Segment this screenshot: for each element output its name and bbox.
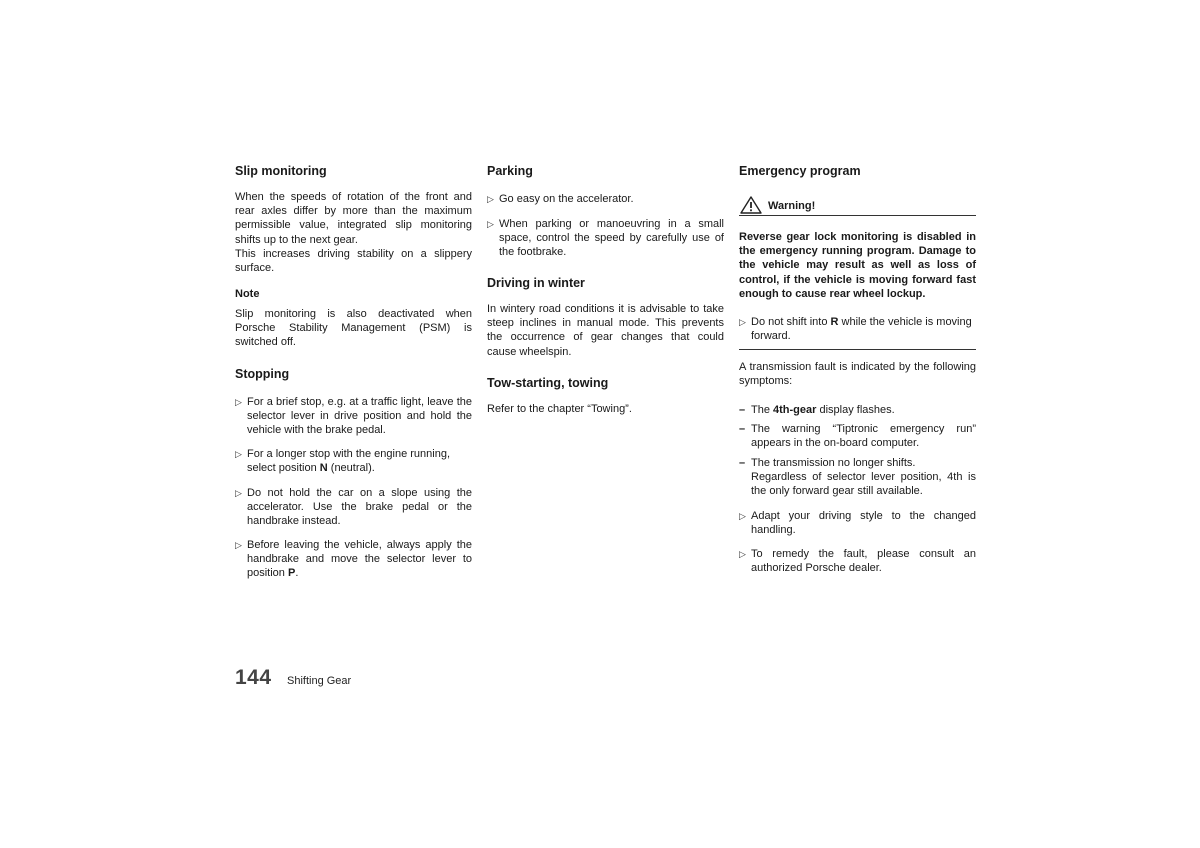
heading-parking: Parking xyxy=(487,164,533,178)
heading-tow-starting: Tow-starting, towing xyxy=(487,376,609,390)
bullet-icon: ▷ xyxy=(739,511,746,521)
list-item xyxy=(739,422,976,450)
note-text: Slip monitoring is also deactivated when Porsche Stability Management (PSM) is switched off. xyxy=(235,308,472,349)
bullet-icon: ▷ xyxy=(739,549,746,559)
list-item xyxy=(487,192,724,206)
fault-intro: A transmission fault is indicated by the following symptoms: xyxy=(739,361,976,388)
fourth-gear-label: 4th-gear xyxy=(773,404,817,416)
reverse-position-label: R xyxy=(830,316,839,328)
warning-header xyxy=(739,193,976,216)
list-item xyxy=(739,315,976,343)
bullet-icon: ▷ xyxy=(235,397,242,407)
list-item xyxy=(487,217,724,260)
tow-text: Refer to the chapter “Towing”. xyxy=(487,403,632,415)
stop-instruction-2: For a longer stop with the engine running, select position N (neutral). xyxy=(247,448,451,475)
warning-text: Reverse gear lock monitoring is disabled in the emergency running program. Damage to the vehicle may result as well as loss of control, if the vehicle is moving forward fast enough to cause rear wheel lockup. xyxy=(739,231,976,300)
bullet-icon: ▷ xyxy=(739,317,746,327)
dash-marker: – xyxy=(739,404,746,416)
winter-text: In wintery road conditions it is advisable to take steep inclines in manual mode. This prevents the occurrence of gear changes that could cause wheelspin. xyxy=(487,303,724,358)
symptom-2: The warning “Tiptronic emergency run” appears in the on-board computer. xyxy=(751,423,976,450)
list-item xyxy=(235,395,472,438)
warning-triangle-icon xyxy=(740,196,762,214)
note-heading: Note xyxy=(235,288,260,300)
slip-paragraph-2: This increases driving stability on a slippery surface. xyxy=(235,248,472,275)
dash-marker: – xyxy=(739,457,746,469)
list-item xyxy=(235,486,472,529)
stop-instruction-4: Before leaving the vehicle, always apply the handbrake and move the selector lever to position P. xyxy=(247,539,472,580)
shift-warning-instruction: Do not shift into R while the vehicle is moving forward. xyxy=(751,316,972,343)
list-item xyxy=(235,538,472,581)
list-item xyxy=(739,509,976,537)
stop-instruction-1: For a brief stop, e.g. at a traffic light, leave the selector lever in drive position and hold the vehicle with the brake pedal. xyxy=(247,396,472,437)
list-item xyxy=(739,403,976,417)
symptom-1: The 4th-gear display flashes. xyxy=(751,404,895,416)
warning-label: Warning! xyxy=(768,200,816,212)
heading-stopping: Stopping xyxy=(235,367,290,381)
bullet-icon: ▷ xyxy=(235,488,242,498)
bullet-icon: ▷ xyxy=(235,449,242,459)
parking-instruction-2: When parking or manoeuvring in a small space, control the speed by carefully use of the footbrake. xyxy=(499,218,724,259)
slip-paragraph-1: When the speeds of rotation of the front and rear axles differ by more than the maximum permissible value, integrated slip monitoring shifts up to the next gear. xyxy=(235,191,472,246)
stop-instruction-3: Do not hold the car on a slope using the accelerator. Use the brake pedal or the handbrake instead. xyxy=(247,487,472,528)
park-position-label: P xyxy=(287,567,296,580)
bullet-icon: ▷ xyxy=(487,194,494,204)
action-2: To remedy the fault, please consult an authorized Porsche dealer. xyxy=(751,548,976,575)
section-title: Shifting Gear xyxy=(287,675,352,687)
bullet-icon: ▷ xyxy=(487,219,494,229)
symptom-3b: Regardless of selector lever position, 4th is the only forward gear still available. xyxy=(751,471,976,498)
heading-emergency-program: Emergency program xyxy=(739,164,861,178)
list-item xyxy=(739,456,976,499)
symptom-3a: The transmission no longer shifts. xyxy=(751,457,916,469)
warning-divider xyxy=(739,349,976,350)
neutral-position-label: N xyxy=(319,462,328,475)
parking-instruction-1: Go easy on the accelerator. xyxy=(499,193,634,205)
bullet-icon: ▷ xyxy=(235,540,242,550)
heading-slip-monitoring: Slip monitoring xyxy=(235,164,327,178)
dash-marker: – xyxy=(739,423,746,435)
list-item xyxy=(739,547,976,575)
action-1: Adapt your driving style to the changed handling. xyxy=(751,510,976,537)
page-number: 144 xyxy=(235,666,272,689)
heading-driving-in-winter: Driving in winter xyxy=(487,276,585,290)
list-item xyxy=(235,447,472,475)
